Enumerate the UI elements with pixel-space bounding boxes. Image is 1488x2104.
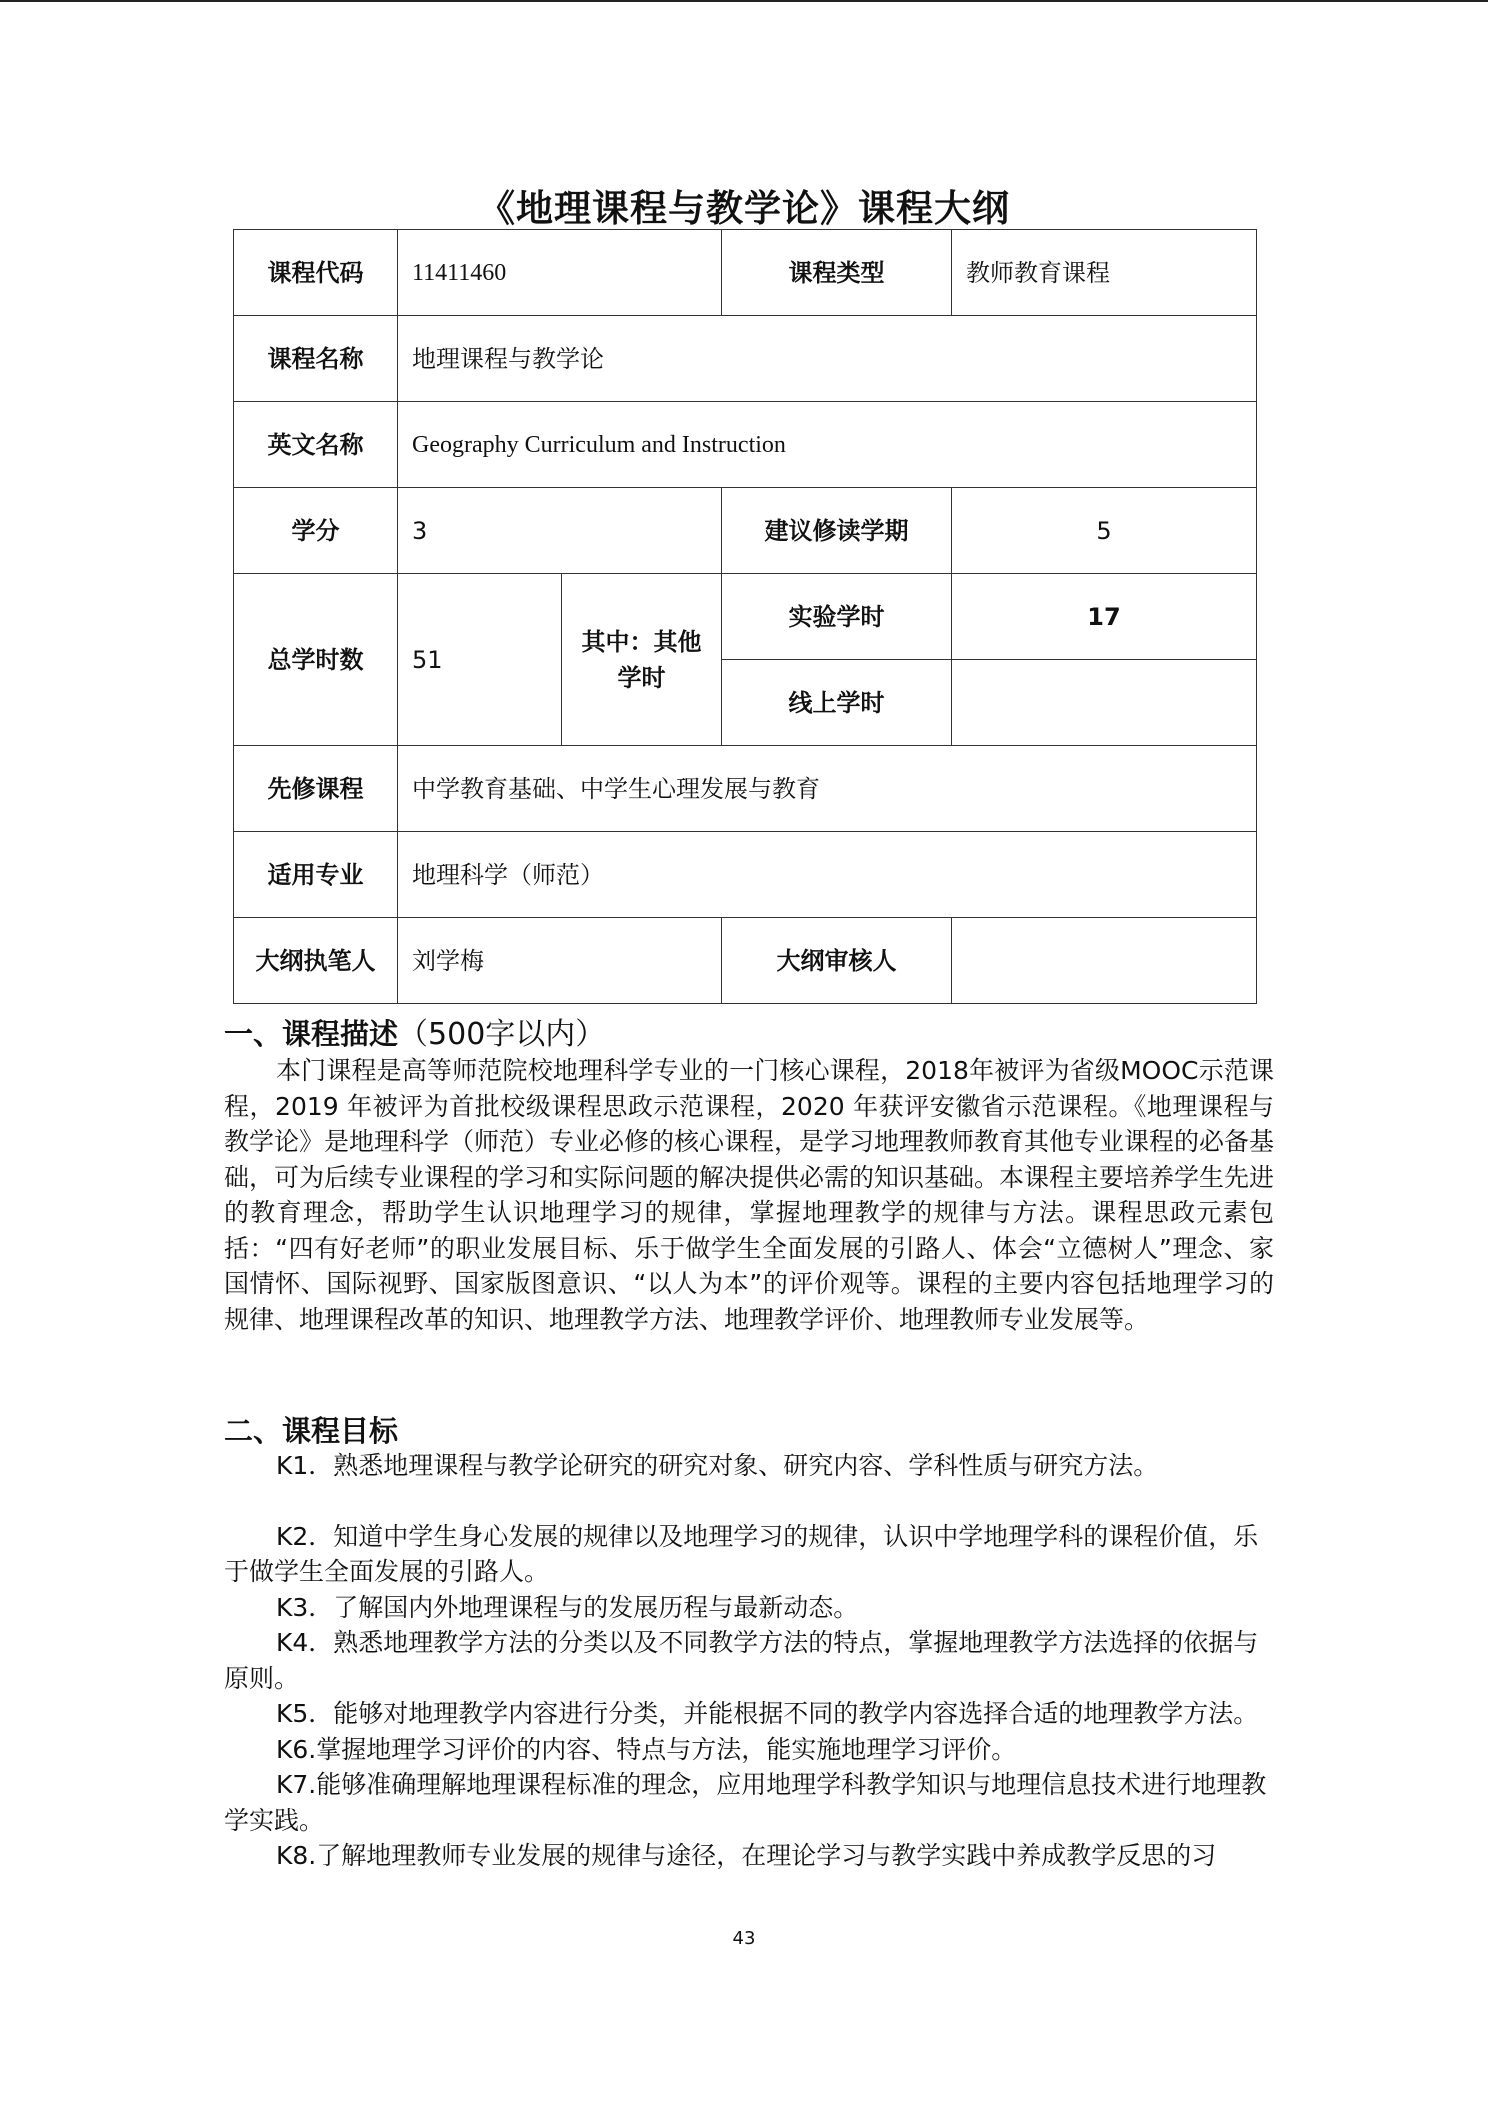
- page-title: 《地理课程与教学论》课程大纲: [478, 187, 1010, 230]
- table-row: [234, 316, 1257, 402]
- semester-value: 5: [952, 488, 1257, 574]
- semester-label: 建议修读学期: [722, 488, 952, 574]
- table-row: [234, 832, 1257, 918]
- english-name-value: Geography Curriculum and Instruction: [398, 402, 1257, 488]
- online-hours-label: 线上学时: [722, 660, 952, 746]
- total-hours-value: 51: [398, 574, 562, 746]
- objectives-list: [224, 1448, 1274, 1874]
- credits-label: 学分: [234, 488, 398, 574]
- course-code-value: 11411460: [398, 230, 722, 316]
- table-row: [234, 230, 1257, 316]
- course-type-value: 教师教育课程: [952, 230, 1257, 316]
- table-row: [234, 918, 1257, 1004]
- section1-heading-text: 一、课程描述: [224, 1017, 399, 1051]
- spacer: [224, 1484, 1274, 1519]
- course-name-value: 地理课程与教学论: [398, 316, 1257, 402]
- lab-hours-label: 实验学时: [722, 574, 952, 660]
- section2-heading: 二、课程目标: [224, 1414, 399, 1448]
- table-row: [234, 746, 1257, 832]
- online-hours-value: [952, 660, 1257, 746]
- english-name-label: 英文名称: [234, 402, 398, 488]
- table-row: [234, 488, 1257, 574]
- prereq-label: 先修课程: [234, 746, 398, 832]
- author-label: 大纲执笔人: [234, 918, 398, 1004]
- major-value: 地理科学（师范）: [398, 832, 1257, 918]
- reviewer-label: 大纲审核人: [722, 918, 952, 1004]
- objective-item: K6.掌握地理学习评价的内容、特点与方法，能实施地理学习评价。: [276, 1734, 1017, 1764]
- course-description: [224, 1053, 1274, 1337]
- course-info-table: [233, 229, 1257, 1004]
- prereq-value: 中学教育基础、中学生心理发展与教育: [398, 746, 1257, 832]
- objective-item: K1．熟悉地理课程与教学论研究的研究对象、研究内容、学科性质与研究方法。: [276, 1451, 1159, 1480]
- course-type-label: 课程类型: [722, 230, 952, 316]
- reviewer-value: [952, 918, 1257, 1004]
- credits-value: 3: [398, 488, 722, 574]
- course-code-label: 课程代码: [234, 230, 398, 316]
- objective-item: K5．能够对地理教学内容进行分类，并能根据不同的教学内容选择合适的地理教学方法。: [276, 1699, 1259, 1728]
- table-row: [234, 574, 1257, 660]
- section1-heading: [224, 1009, 605, 1053]
- major-label: 适用专业: [234, 832, 398, 918]
- objective-item: K8.了解地理教师专业发展的规律与途径，在理论学习与教学实践中养成教学反思的习: [276, 1841, 1217, 1870]
- objective-item: K3．了解国内外地理课程与的发展历程与最新动态。: [276, 1592, 859, 1622]
- objective-item: K7.能够准确理解地理课程标准的理念，应用地理学科教学知识与地理信息技术进行地理教学实践。: [224, 1770, 1267, 1835]
- other-hours-label: 其中：其他学时: [562, 574, 722, 746]
- section1-heading-note: （500字以内）: [398, 1017, 606, 1052]
- objective-item: K4．熟悉地理教学方法的分类以及不同教学方法的特点，掌握地理教学方法选择的依据与原则。: [224, 1628, 1259, 1693]
- objective-item: K2．知道中学生身心发展的规律以及地理学习的规律，认识中学地理学科的课程价值，乐于做学生全面发展的引路人。: [224, 1521, 1259, 1586]
- course-description-text: 本门课程是高等师范院校地理科学专业的一门核心课程，2018年被评为省级MOOC示范课程，2019 年被评为首批校级课程思政示范课程，2020 年获评安徽省示范课程。《地理课程与教学论》是地理科学（师范）专业必修的核心课程，是学习地理教师教育其他专业课程的必备基础，可为后续专业课程的学习和实际问题的解决提供必需的知识基础。本课程主要培养学生先进的教育理念，帮助学生认识地理学习的规律，掌握地理教学的规律与方法。课程思政元素包括：“四有好老师”的职业发展目标、乐于做学生全面发展的引路人、体会“立德树人”理念、家国情怀、国际视野、国家版图意识、“以人为本”的评价观等。课程的主要内容包括地理学习的规律、地理课程改革的知识、地理教学方法、地理教学评价、地理教师专业发展等。: [224, 1056, 1275, 1334]
- author-value: 刘学梅: [398, 918, 722, 1004]
- page-number: 43: [732, 1928, 756, 1949]
- top-border: [0, 0, 1488, 2]
- lab-hours-value: 17: [952, 574, 1257, 660]
- total-hours-label: 总学时数: [234, 574, 398, 746]
- course-name-label: 课程名称: [234, 316, 398, 402]
- table-row: [234, 402, 1257, 488]
